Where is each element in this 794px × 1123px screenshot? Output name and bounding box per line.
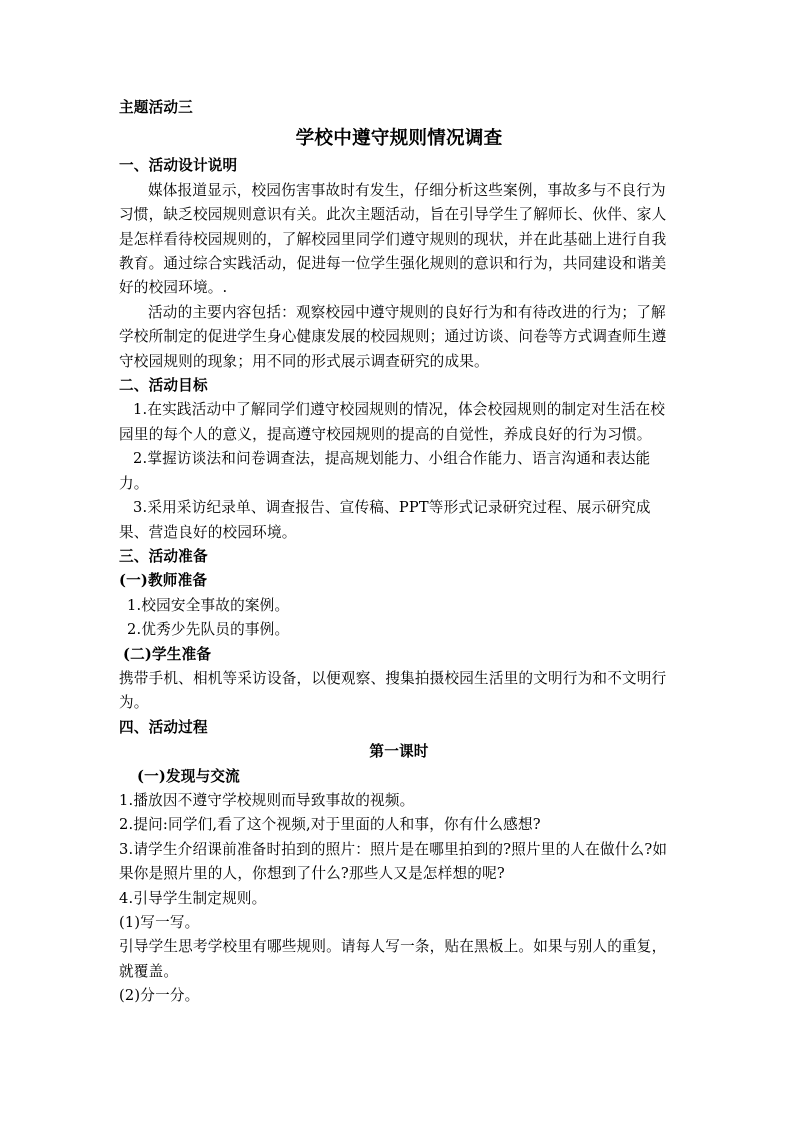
student-prep-heading: (二)学生准备	[123, 645, 212, 663]
goal-2: 2.掌握访谈法和问卷调查法，提高规划能力、小组合作能力、语言沟通和表达能力。	[119, 450, 651, 492]
process-item-1: 1.播放因不遵守学校规则而导致事故的视频。	[119, 791, 415, 809]
teacher-prep-item-2: 2.优秀少先队员的事例。	[127, 621, 290, 639]
process-item-2: 2.提问:同学们,看了这个视频,对于里面的人和事，你有什么感想?	[119, 816, 541, 834]
process-item-7: (2)分一分。	[119, 987, 200, 1005]
process-item-3: 3.请学生介绍课前准备时拍到的照片：照片是在哪里拍到的?照片里的人在做什么?如果你是照片里的人，你想到了什么?那些人又是怎样想的呢?	[119, 840, 668, 883]
lesson-heading: 第一课时	[369, 743, 429, 761]
process-item-6: 引导学生思考学校里有哪些规则。请每人写一条，贴在黑板上。如果与别人的重复，就覆盖。	[119, 938, 667, 980]
student-prep-text: 携带手机、相机等采访设备，以便观察、搜集拍摄校园生活里的文明行为和不文明行为。	[119, 669, 667, 712]
section-heading-3: 三、活动准备	[119, 547, 208, 565]
paragraph-design-1: 媒体报道显示，校园伤害事故时有发生，仔细分析这些案例，事故多与不良行为习惯，缺乏校园规则意识有关。此次主题活动，旨在引导学生了解师长、伙伴、家人是怎样看待校园规则的，了解校园里同学们遵守规则的现状，并在此基础上进行自我教育。通过综合实践活动，促进每一位学生强化规则的意识和行为，共同建设和谐美好的校园环境。.	[119, 181, 667, 297]
teacher-prep-heading: (一)教师准备	[119, 572, 208, 590]
teacher-prep-item-1: 1.校园安全事故的案例。	[127, 596, 290, 614]
goal-3: 3.采用采访纪录单、调查报告、宣传稿、PPT等形式记录研究过程、展示研究成果、营造良好的校园环境。	[119, 499, 651, 541]
section-heading-2: 二、活动目标	[119, 377, 208, 395]
section-heading-1: 一、活动设计说明	[119, 157, 238, 175]
document-title: 学校中遵守规则情况调查	[295, 128, 503, 150]
process-item-4: 4.引导学生制定规则。	[119, 889, 267, 907]
subsection-heading: (一)发现与交流	[137, 767, 240, 785]
paragraph-design-2: 活动的主要内容包括：观察校园中遵守规则的良好行为和有待改进的行为；了解学校所制定的促进学生身心健康发展的校园规则；通过访谈、问卷等方式调查师生遵守校园规则的现象；用不同的形式展示调查研究的成果。	[119, 303, 667, 370]
section-heading-4: 四、活动过程	[119, 718, 208, 736]
document-body	[119, 96, 679, 1009]
goal-1: 1.在实践活动中了解同学们遵守校园规则的情况，体会校园规则的制定对生活在校园里的每个人的意义，提高遵守校园规则的提高的自觉性，养成良好的行为习惯。	[119, 401, 666, 443]
topic-label: 主题活动三	[119, 99, 193, 116]
process-item-5: (1)写一写。	[119, 914, 200, 931]
